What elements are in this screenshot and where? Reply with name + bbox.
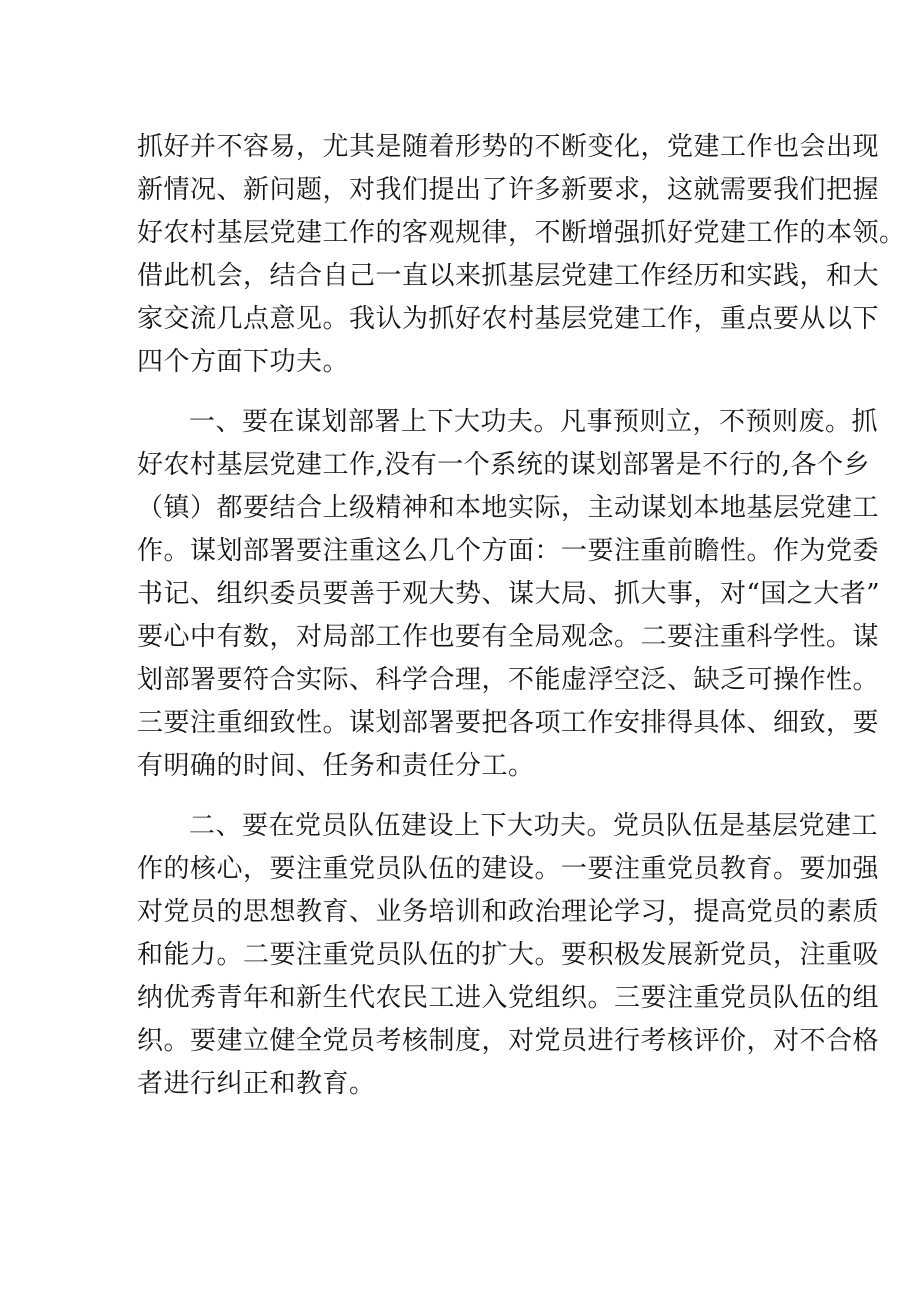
text-line: 划部署要符合实际、科学合理，不能虚浮空泛、缺乏可操作性。 xyxy=(137,665,880,695)
paragraph-planning xyxy=(137,401,881,788)
text-line: 借此机会，结合自己一直以来抓基层党建工作经历和实践，和大 xyxy=(137,261,880,291)
text-line: 和能力。二要注重党员队伍的扩大。要积极发展新党员，注重吸 xyxy=(137,940,880,970)
paragraph-intro xyxy=(137,126,906,384)
paragraph-spacer xyxy=(137,384,793,401)
paragraph-spacer xyxy=(137,788,793,805)
text-line: 有明确的时间、任务和责任分工。 xyxy=(137,751,535,781)
text-line: 一、要在谋划部署上下大功夫。凡事预则立，不预则废。抓 xyxy=(189,407,879,437)
text-line: 作。谋划部署要注重这么几个方面：一要注重前瞻性。作为党委 xyxy=(137,536,880,566)
text-line: （镇）都要结合上级精神和本地实际，主动谋划本地基层党建工 xyxy=(137,493,880,523)
text-line: 织。要建立健全党员考核制度，对党员进行考核评价，对不合格 xyxy=(137,1026,880,1056)
text-line: 对党员的思想教育、业务培训和政治理论学习，提高党员的素质 xyxy=(137,897,880,927)
text-line: 好农村基层党建工作,没有一个系统的谋划部署是不行的,各个乡 xyxy=(137,450,871,480)
text-line: 要心中有数，对局部工作也要有全局观念。二要注重科学性。谋 xyxy=(137,622,880,652)
text-line: 四个方面下功夫。 xyxy=(137,347,350,377)
text-line: 书记、组织委员要善于观大势、谋大局、抓大事，对“国之大者” xyxy=(137,579,881,609)
document-body xyxy=(137,126,906,1106)
text-line: 者进行纠正和教育。 xyxy=(137,1069,376,1099)
paragraph-party-members xyxy=(137,805,880,1106)
text-line: 新情况、新问题，对我们提出了许多新要求，这就需要我们把握 xyxy=(137,175,880,205)
text-line: 三要注重细致性。谋划部署要把各项工作安排得具体、细致，要 xyxy=(137,708,880,738)
text-line: 好农村基层党建工作的客观规律，不断增强抓好党建工作的本领。 xyxy=(137,218,906,248)
text-line: 纳优秀青年和新生代农民工进入党组织。三要注重党员队伍的组 xyxy=(137,983,880,1013)
text-line: 作的核心，要注重党员队伍的建设。一要注重党员教育。要加强 xyxy=(137,854,880,884)
text-line: 二、要在党员队伍建设上下大功夫。党员队伍是基层党建工 xyxy=(189,811,879,841)
text-line: 抓好并不容易，尤其是随着形势的不断变化，党建工作也会出现 xyxy=(137,132,880,162)
text-line: 家交流几点意见。我认为抓好农村基层党建工作，重点要从以下 xyxy=(137,304,880,334)
